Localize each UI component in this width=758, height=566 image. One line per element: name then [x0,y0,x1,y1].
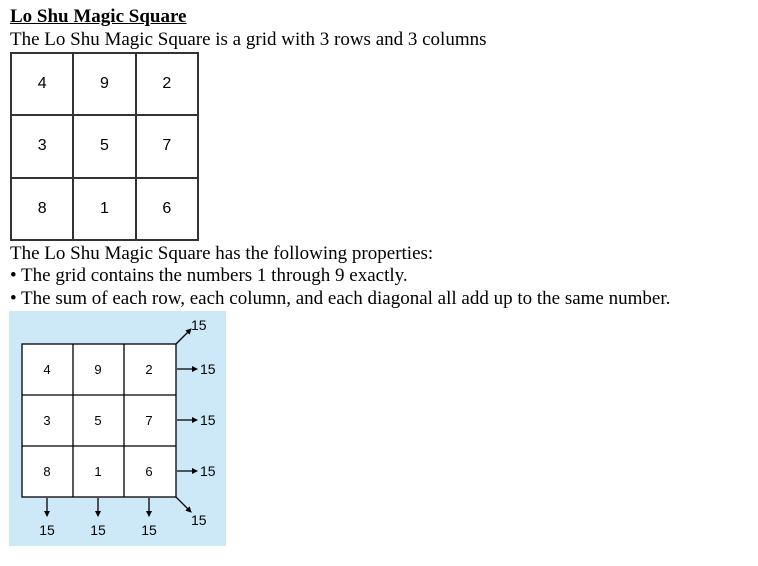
intro-text: The Lo Shu Magic Square is a grid with 3 rows and 3 columns [10,29,487,50]
figure-cell: 7 [145,413,153,428]
figure-cell: 9 [94,362,102,377]
bullet-item: • The grid contains the numbers 1 through 9 exactly. [10,265,408,286]
bullet-item: • The sum of each row, each column, and each diagonal all add up to the same number. [10,288,671,309]
figure-cell: 6 [145,464,153,479]
grid-cell: 5 [73,115,135,177]
diagonal-bottom-arrow [176,497,191,512]
figure-cell: 5 [94,413,102,428]
figure-cell: 3 [43,413,51,428]
sum-label-row: 15 [200,361,216,377]
grid-cell: 6 [136,178,198,240]
figure-cell: 8 [43,464,51,479]
sums-diagram [9,311,226,546]
sum-label-column: 15 [141,522,157,538]
figure-cell: 1 [94,464,102,479]
properties-intro: The Lo Shu Magic Square has the following properties: [10,243,434,264]
grid-cell: 3 [11,115,73,177]
grid-cell: 4 [11,53,73,115]
grid-cell: 7 [136,115,198,177]
grid-cell: 9 [73,53,135,115]
sum-label-row: 15 [200,412,216,428]
diagonal-top-arrow [176,329,191,344]
sum-label-column: 15 [39,522,55,538]
page-title: Lo Shu Magic Square [10,6,187,27]
grid-cell: 1 [73,178,135,240]
magic-square-grid [10,52,199,241]
sum-label-row: 15 [200,463,216,479]
sum-label-diagonal-top: 15 [191,317,207,333]
grid-cell: 8 [11,178,73,240]
grid-cell: 2 [136,53,198,115]
figure-cell: 4 [43,362,51,377]
magic-square-sums-figure [9,311,226,546]
sum-label-diagonal-bottom: 15 [191,512,207,528]
figure-cell: 2 [145,362,153,377]
sum-label-column: 15 [90,522,106,538]
